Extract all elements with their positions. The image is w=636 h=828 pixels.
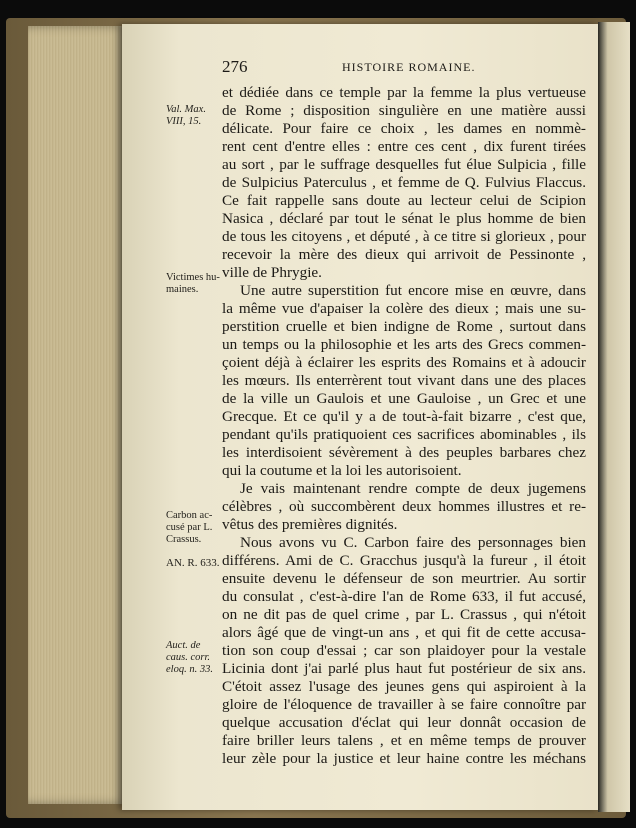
text-line: gloire de l'éloquence de travailler à se faire connoître par — [222, 696, 586, 713]
text-line: C'étoit assez l'usage des jeunes gens qui aspiroient à la — [222, 678, 586, 695]
text-line: délicate. Pour faire ce choix , les dames en nommè- — [222, 120, 586, 137]
book-page — [122, 24, 598, 810]
text-line: çoient déjà à éclairer les esprits des Romains et à adoucir — [222, 354, 586, 371]
margin-note-carbon: Carbon ac- cusé par L. Crassus. — [166, 510, 213, 545]
text-line: les interdisoient sévèrement à des peuples barbares chez — [222, 444, 586, 461]
text-line: quelque accusation d'éclat qui leur donnât occasion de — [222, 714, 586, 731]
text-line: faire briller leurs talens , et en même temps de prouver — [222, 732, 586, 749]
margin-note-victimes: Victimes hu- maines. — [166, 272, 220, 295]
text-line: tion son coup d'essai ; car son plaidoyer pour la vestale — [222, 642, 586, 659]
text-line: alors âgé que de vingt-un ans , et qui fit de cette accusa- — [222, 624, 586, 641]
text-line: Nous avons vu C. Carbon faire des personnages bien — [240, 534, 586, 551]
text-line: et dédiée dans ce temple par la femme la plus vertueuse — [222, 84, 586, 101]
text-line: de Rome ; disposition singulière en une matière aussi — [222, 102, 586, 119]
text-line: on ne dit pas de quel crime , par L. Crassus , qui n'étoit — [222, 606, 586, 623]
text-line: la même vue d'apaiser la colère des dieux ; mais une su- — [222, 300, 586, 317]
text-line: Ce fait rappelle sans doute au lecteur celui de Scipion — [222, 192, 586, 209]
text-line: un temps ou la philosophie et les arts des Grecs commen- — [222, 336, 586, 353]
text-line: vêtus des premières dignités. — [222, 516, 398, 533]
text-line: ville de Phrygie. — [222, 264, 322, 281]
text-line: recevoir la mère des dieux qui arrivoit de Pessinonte , — [222, 246, 586, 263]
text-line: Grecque. Et ce qu'il y a de tout-à-fait bizarre , c'est que, — [222, 408, 586, 425]
text-line: ensuite devenu le défenseur de son meurtrier. Au sortir — [222, 570, 586, 587]
text-line: célèbres , où succombèrent deux hommes illustres et re- — [222, 498, 586, 515]
text-line: au sort , par le suffrage desquelles fut élue Sulpicia , fille — [222, 156, 586, 173]
margin-note-auct: Auct. de caus. corr. eloq. n. 33. — [166, 640, 213, 675]
text-line: les mœurs. Ils enterrèrent tout vivant dans une des places — [222, 372, 586, 389]
text-line: leur zèle pour la justice et leur haine contre les méchans — [222, 750, 586, 767]
text-line: rent cent d'entre elles : entre ces cent , dix furent tirées — [222, 138, 586, 155]
text-line: pendant qu'ils pratiquoient ces sacrifices abominables , ils — [222, 426, 586, 443]
text-line: Je vais maintenant rendre compte de deux jugemens — [240, 480, 586, 497]
text-line: de la ville un Gaulois et une Gauloise , un Grec et une — [222, 390, 586, 407]
text-line: du consulat , c'est-à-dire l'an de Rome 633, il fut accusé, — [222, 588, 586, 605]
text-line: de Sulpicius Paterculus , et femme de Q. Fulvius Flaccus. — [222, 174, 586, 191]
text-line: de tous les citoyens , et député , à ce titre si glorieux , pour — [222, 228, 586, 245]
text-line: Licinia dont j'ai parlé plus haut fut postérieur de six ans. — [222, 660, 586, 677]
page-stack-edge — [28, 26, 126, 804]
text-line: Nasica , déclaré par tout le sénat le plus homme de bien — [222, 210, 586, 227]
text-line: perstition cruelle et bien indigne de Rome , surtout dans — [222, 318, 586, 335]
facing-page-edge — [598, 22, 630, 812]
text-line: Une autre superstition fut encore mise en œuvre, dans — [240, 282, 586, 299]
text-line: différens. Ami de C. Gracchus jusqu'à la fureur , il étoit — [222, 552, 586, 569]
margin-note-val-max: Val. Max. VIII, 15. — [166, 104, 206, 127]
page-number: 276 — [222, 57, 248, 76]
text-line: qui la coutume et la loi les autorisoient. — [222, 462, 462, 479]
margin-note-year: AN. R. 633. — [166, 557, 220, 569]
running-title: HISTOIRE ROMAINE. — [342, 60, 476, 74]
